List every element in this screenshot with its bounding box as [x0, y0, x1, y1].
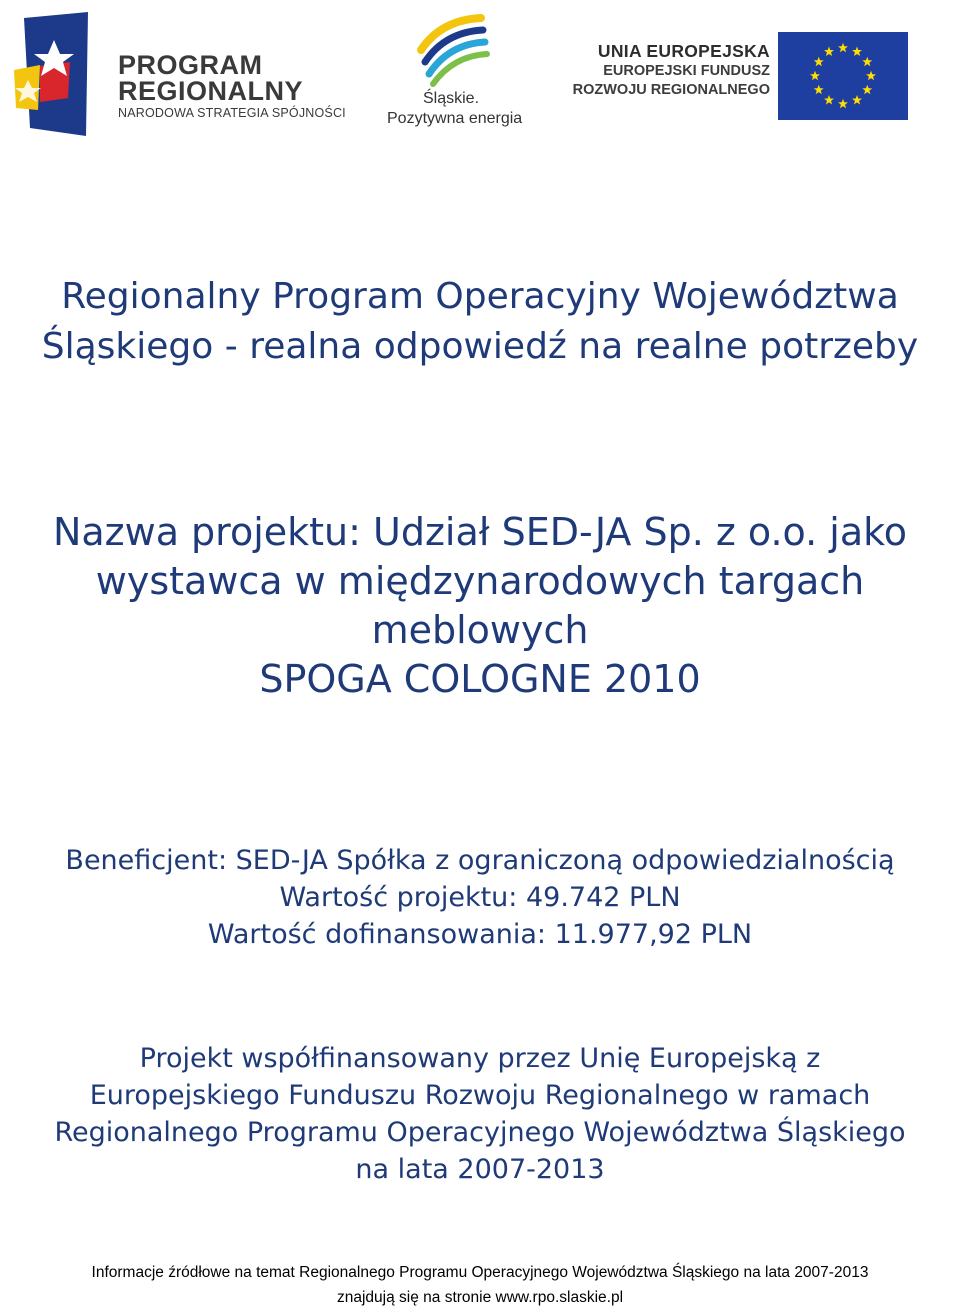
- footer-line-1: Informacje źródłowe na temat Regionalnego Programu Operacyjnego Województwa Śląskiego na lata 2007-2013: [91, 1264, 869, 1281]
- program-regionalny-line3: NARODOWA STRATEGIA SPÓJNOŚCI: [118, 106, 346, 120]
- footer-note: [0, 1260, 960, 1310]
- cofinancing-line-1: Projekt współfinansowany przez Unię Europejską z: [139, 1043, 821, 1074]
- project-line-3: meblowych: [371, 608, 589, 652]
- slaskie-wave-icon: [411, 10, 491, 90]
- slaskie-logo: [383, 10, 523, 130]
- eu-flag-icon: [778, 32, 908, 120]
- program-regionalny-logo: [10, 10, 360, 140]
- title-line-1: Regionalny Program Operacyjny Województwa: [61, 276, 899, 317]
- project-details: [0, 842, 960, 953]
- project-name: [0, 508, 960, 704]
- project-line-1: Nazwa projektu: Udział SED-JA Sp. z o.o. jako: [52, 510, 908, 554]
- cofinancing-line-3: Regionalnego Programu Operacyjnego Województwa Śląskiego: [54, 1117, 906, 1148]
- project-line-4: SPOGA COLOGNE 2010: [259, 657, 701, 701]
- program-regionalny-line2: REGIONALNY: [118, 76, 304, 106]
- logo-bar: [0, 0, 960, 150]
- program-regionalny-line1: PROGRAM: [118, 50, 263, 80]
- eu-line2: EUROPEJSKI FUNDUSZ: [603, 63, 770, 79]
- cofinancing-statement: [0, 1040, 960, 1188]
- cofinancing-line-2: Europejskiego Funduszu Rozwoju Regionalnego w ramach: [89, 1080, 871, 1111]
- cofinancing-value: Wartość dofinansowania: 11.977,92 PLN: [207, 919, 753, 950]
- eu-line3: ROZWOJU REGIONALNEGO: [572, 82, 770, 98]
- title-line-2: Śląskiego - realna odpowiedź na realne potrzeby: [41, 326, 919, 367]
- project-value: Wartość projektu: 49.742 PLN: [279, 882, 681, 913]
- project-line-2: wystawca w międzynarodowych targach: [95, 559, 865, 603]
- program-regionalny-icon: [10, 10, 110, 140]
- beneficiary: Beneficjent: SED-JA Spółka z ograniczoną odpowiedzialnością: [65, 845, 895, 876]
- cofinancing-line-4: na lata 2007-2013: [355, 1154, 605, 1185]
- page-title: [0, 272, 960, 372]
- eu-line1: UNIA EUROPEJSKA: [597, 41, 770, 61]
- slaskie-name: Śląskie.: [423, 90, 480, 107]
- eu-logo: [545, 30, 915, 130]
- slaskie-tagline: Pozytywna energia: [387, 110, 523, 127]
- footer-line-2: znajdują się na stronie www.rpo.slaskie.pl: [336, 1289, 624, 1306]
- eu-logo-text: [545, 40, 770, 100]
